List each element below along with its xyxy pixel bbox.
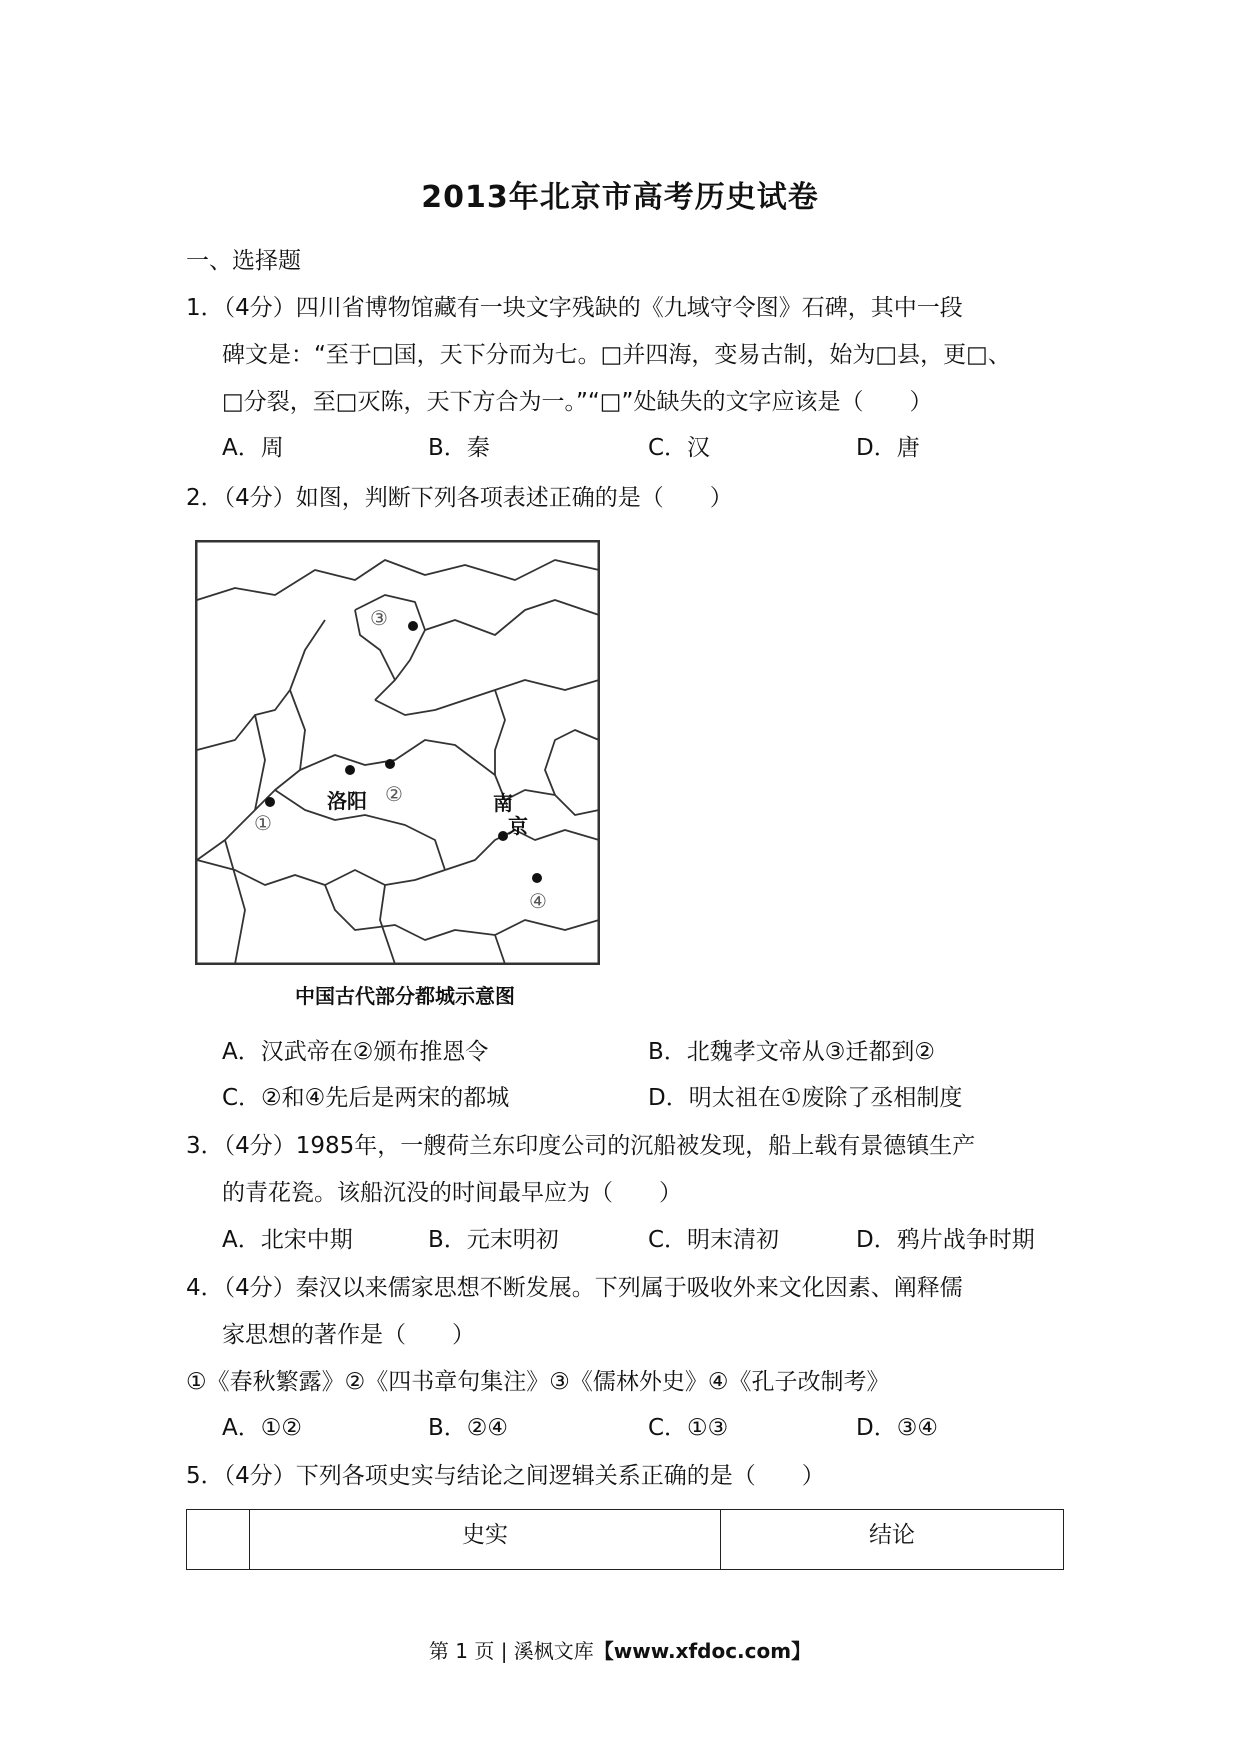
table-header-row: [187, 1510, 1064, 1570]
q4-option-d: D．③④: [856, 1415, 938, 1441]
q1-option-b: B．秦: [428, 435, 490, 461]
q1-option-a: A．周: [222, 435, 284, 461]
table-header-index: [187, 1510, 250, 1570]
table-header-conclusion: 结论: [721, 1510, 1064, 1570]
footer-site: 溪枫文库: [513, 1639, 594, 1663]
q1-line-2: 碑文是：“至于□国，天下分而为七。□并四海，变易古制，始为□县，更□、: [222, 342, 1011, 368]
map-label-jing: 京: [508, 814, 528, 838]
q2-option-b: B．北魏孝文帝从③迁都到②: [648, 1039, 936, 1065]
map-label-3: ③: [370, 606, 388, 630]
section-heading: 一、选择题: [186, 248, 301, 274]
q1-line-3: □分裂，至□灭陈，天下方合为一。”“□”处缺失的文字应该是（ ）: [222, 389, 933, 415]
map-label-2: ②: [385, 782, 403, 806]
q1-option-c: C．汉: [648, 435, 711, 461]
table-header-facts: 史实: [250, 1510, 721, 1570]
q3-option-a: A．北宋中期: [222, 1227, 353, 1253]
map-caption: 中国古代部分都城示意图: [295, 984, 515, 1008]
footer-page: 第 1 页: [428, 1639, 495, 1663]
q5-line-1: 5．（4分）下列各项史实与结论之间逻辑关系正确的是（ ）: [186, 1463, 825, 1489]
q3-option-c: C．明末清初: [648, 1227, 780, 1253]
page-title: 2013年北京市高考历史试卷: [421, 180, 819, 215]
map-label-nan: 南: [493, 791, 513, 815]
q4-line-1: 4．（4分）秦汉以来儒家思想不断发展。下列属于吸收外来文化因素、阐释儒: [186, 1275, 963, 1301]
q2-option-c: C．②和④先后是两宋的都城: [222, 1085, 510, 1111]
q1-option-d: D．唐: [856, 435, 920, 461]
q1-line-1: 1．（4分）四川省博物馆藏有一块文字残缺的《九域守令图》石碑，其中一段: [186, 295, 963, 321]
page-footer: [0, 1635, 1240, 1664]
q2-option-a: A．汉武帝在②颁布推恩令: [222, 1039, 489, 1065]
q3-line-1: 3．（4分）1985年，一艘荷兰东印度公司的沉船被发现，船上载有景德镇生产: [186, 1133, 976, 1159]
q3-option-d: D．鸦片战争时期: [856, 1227, 1035, 1253]
map-label-1: ①: [254, 811, 272, 835]
map-label-4: ④: [529, 889, 547, 913]
footer-separator: |: [494, 1639, 514, 1663]
q4-line-2: 家思想的著作是（ ）: [222, 1322, 475, 1348]
q4-option-a: A．①②: [222, 1415, 302, 1441]
q2-line-1: 2．（4分）如图，判断下列各项表述正确的是（ ）: [186, 485, 733, 511]
q4-option-c: C．①③: [648, 1415, 729, 1441]
footer-url[interactable]: 【www.xfdoc.com】: [593, 1639, 812, 1663]
map-label-luoyang: 洛阳: [327, 789, 367, 813]
q4-line-3: ①《春秋繁露》②《四书章句集注》③《儒林外史》④《孔子改制考》: [186, 1369, 890, 1395]
q2-option-d: D．明太祖在①废除了丞相制度: [648, 1085, 963, 1111]
q5-table: [186, 1509, 1064, 1570]
q3-option-b: B．元末明初: [428, 1227, 559, 1253]
q3-line-2: 的青花瓷。该船沉没的时间最早应为（ ）: [222, 1180, 682, 1206]
q4-option-b: B．②④: [428, 1415, 509, 1441]
